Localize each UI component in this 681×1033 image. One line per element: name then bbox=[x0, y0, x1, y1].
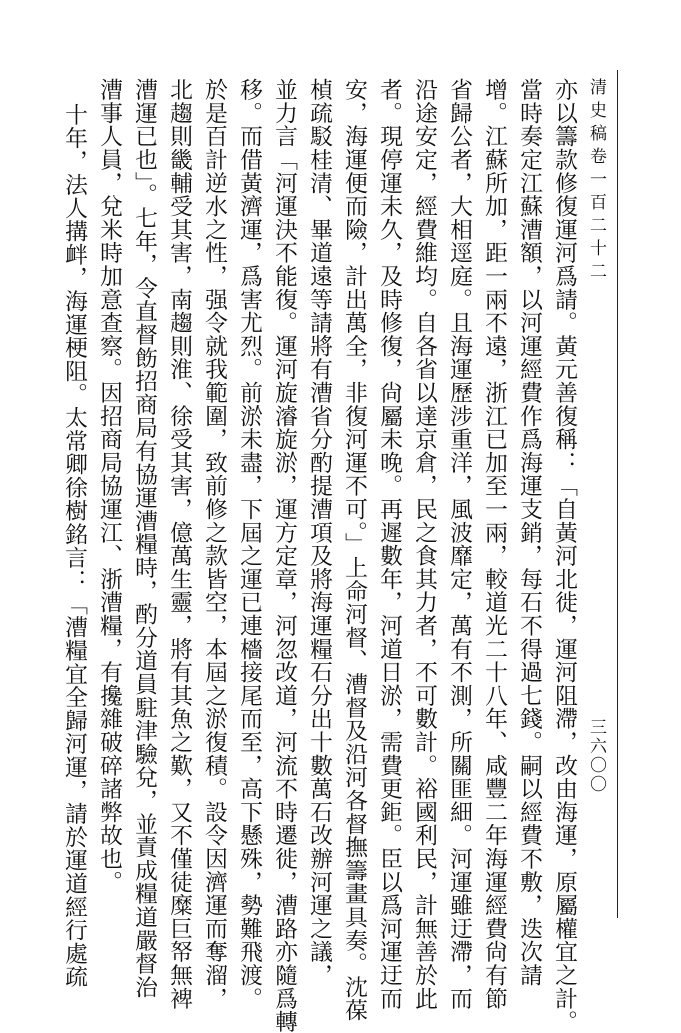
header-rule bbox=[617, 70, 618, 918]
text-column: 於是百計逆水之性，强令就我範圍，致前修之款皆空，本屆之淤復積。設令因濟運而奪溜， bbox=[201, 78, 227, 1010]
body-text bbox=[56, 78, 581, 1033]
text-column: 沿途安定，經費維均。自各省以達京倉，民之食其力者，不可數計。裕國利民，計無善於此 bbox=[411, 78, 437, 1010]
running-header-title: 清史稿卷一百二十二 bbox=[586, 78, 606, 285]
text-column-paragraph-start: 十年，法人搆衅，海運梗阻。太常卿徐樹銘言：「漕糧宜全歸河運，請於運道經行處疏 bbox=[61, 103, 87, 989]
text-column: 漕運已也」。七年，令直督飭招商局有協運漕糧時，酌分道員駐津驗兌，並責成糧道嚴督治 bbox=[131, 78, 157, 999]
text-column: 增。江蘇所加，距一兩不遠，浙江已加至一兩，較道光二十八年、咸豐二年海運經費尙有節 bbox=[481, 78, 507, 1010]
page-number: 三六〇〇 bbox=[586, 718, 606, 794]
text-column: 並力言「河運決不能復。運河旋濬旋淤，運方定章，河忽改道，河流不時遷徙，漕路亦隨爲轉 bbox=[271, 78, 297, 1033]
text-column: 當時奏定江蘇漕額，以河運經費作爲海運支銷，每石不得過七錢。嗣以經費不敷，迭次請 bbox=[516, 78, 542, 987]
text-column: 亦以籌款修復運河爲請。黃元善復稱：「自黃河北徙，運河阻滯，改由海運，原屬權宜之計。 bbox=[551, 78, 577, 1033]
text-column: 者。現停運未久，及時修復，尙屬未晚。再遲數年，河道日淤，需費更鉅。臣以爲河運迂而 bbox=[376, 78, 402, 1010]
text-column: 楨疏駁桂清、畢道遠等請將有漕省分酌提漕項及將海運糧石分出十數萬石改辦河運之議， bbox=[306, 78, 332, 987]
text-column: 移。而借黃濟運，爲害尤烈。前淤未盡，下屆之運已連檣接尾而至，高下懸殊，勢難飛渡。 bbox=[236, 78, 262, 1010]
text-column: 北趨則畿輔受其害，南趨則淮、徐受其害，億萬生靈，將有其魚之歎，又不僅徒糜巨帑無裨 bbox=[166, 78, 192, 1010]
text-column: 漕事人員，兌米時加意查察。因招商局協運江、浙漕糧，有攙雜破碎諸弊故也。 bbox=[96, 78, 122, 894]
text-column: 省歸公者，大相逕庭。且海運歷涉重洋，風波靡定，萬有不測，所關匪細。河運雖迂滯，而 bbox=[446, 78, 472, 1010]
text-column: 安，海運便而險，計出萬全，非復河運不可。」上命河督、漕督及沿河各督撫籌畫具奏。沈葆 bbox=[341, 78, 367, 1022]
